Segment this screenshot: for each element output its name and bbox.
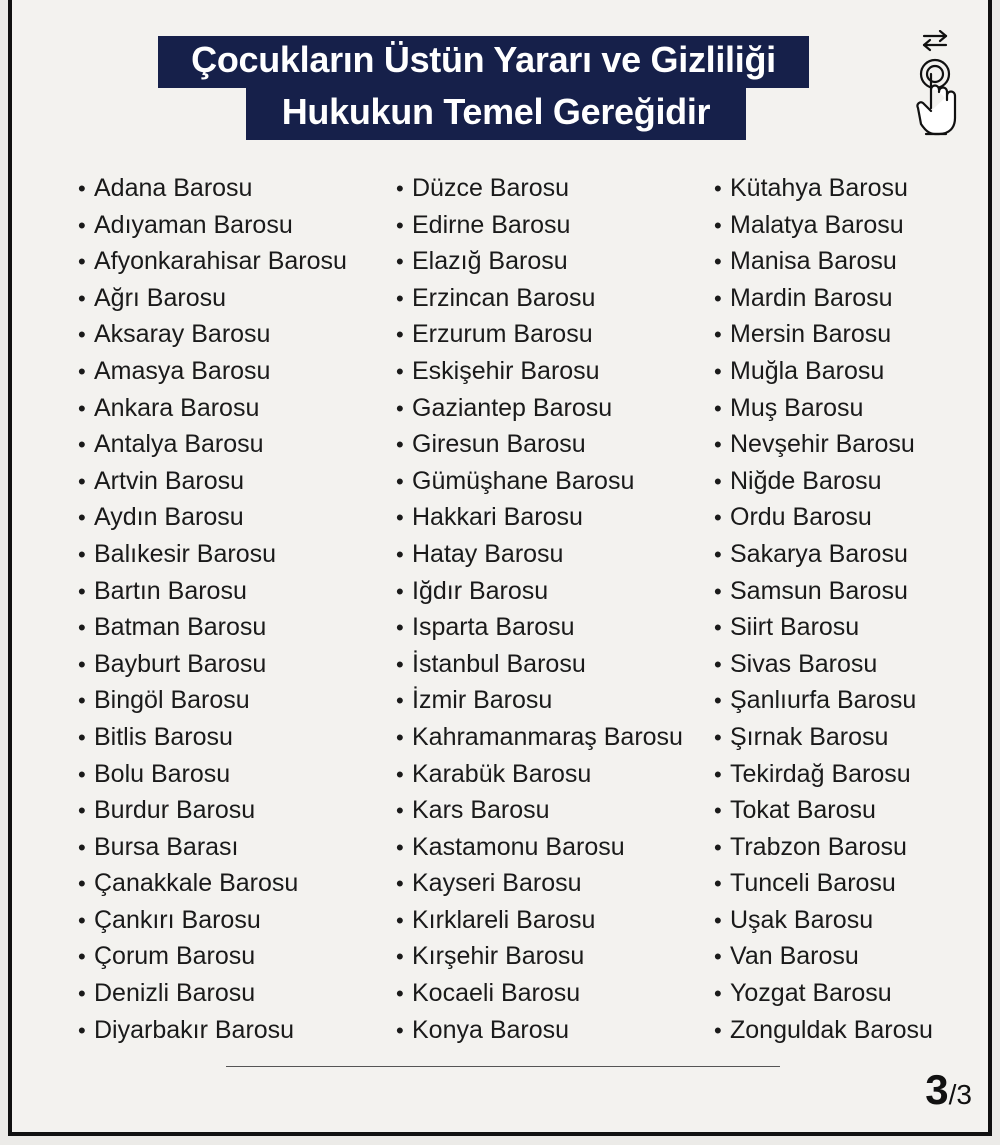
bar-list-item bbox=[714, 865, 933, 902]
bullet: • bbox=[78, 761, 86, 787]
bar-list-item bbox=[78, 792, 347, 829]
bar-list-item bbox=[714, 609, 933, 646]
bullet: • bbox=[78, 907, 86, 933]
bullet: • bbox=[714, 578, 722, 604]
bar-list-item bbox=[714, 463, 933, 500]
bar-list-item bbox=[714, 902, 933, 939]
bar-name: Ağrı Barosu bbox=[94, 283, 227, 312]
bar-name: Burdur Barosu bbox=[94, 796, 256, 825]
bar-list-item bbox=[396, 1012, 683, 1049]
bar-list-item bbox=[714, 1012, 933, 1049]
bar-name: Sakarya Barosu bbox=[730, 539, 908, 568]
bar-list-item bbox=[396, 353, 683, 390]
bar-list-item bbox=[396, 719, 683, 756]
swipe-hand-icon bbox=[912, 30, 968, 142]
bar-list-item bbox=[396, 536, 683, 573]
bar-name: Kayseri Barosu bbox=[412, 869, 582, 898]
bar-list-item bbox=[78, 609, 347, 646]
bar-list-item bbox=[78, 170, 347, 207]
bar-list-item bbox=[78, 536, 347, 573]
bullet: • bbox=[714, 944, 722, 970]
bar-list-item bbox=[78, 316, 347, 353]
bar-name: Edirne Barosu bbox=[412, 210, 571, 239]
title-line-2: Hukukun Temel Gereğidir bbox=[246, 88, 746, 140]
bullet: • bbox=[714, 249, 722, 275]
page-current: 3 bbox=[925, 1066, 949, 1113]
page-total: /3 bbox=[948, 1079, 972, 1110]
bullet: • bbox=[78, 981, 86, 1007]
bullet: • bbox=[714, 907, 722, 933]
bar-name: Gümüşhane Barosu bbox=[412, 466, 635, 495]
bar-name: Antalya Barosu bbox=[94, 430, 264, 459]
bullet: • bbox=[396, 212, 404, 238]
bullet: • bbox=[714, 761, 722, 787]
bar-name: Uşak Barosu bbox=[730, 905, 874, 934]
bar-list-item bbox=[396, 975, 683, 1012]
bar-list-item bbox=[396, 243, 683, 280]
bar-list-item bbox=[78, 207, 347, 244]
bar-name: Kastamonu Barosu bbox=[412, 832, 625, 861]
bar-list-item bbox=[78, 499, 347, 536]
bar-list-item bbox=[714, 536, 933, 573]
bar-name: Şırnak Barosu bbox=[730, 722, 889, 751]
bullet: • bbox=[78, 1017, 86, 1043]
bar-name: Mardin Barosu bbox=[730, 283, 893, 312]
bar-list-item bbox=[396, 682, 683, 719]
bar-name: Çankırı Barosu bbox=[94, 905, 261, 934]
bar-name: Gaziantep Barosu bbox=[412, 393, 613, 422]
bullet: • bbox=[714, 432, 722, 458]
bullet: • bbox=[396, 176, 404, 201]
bar-list-item bbox=[396, 756, 683, 793]
bar-name: Ankara Barosu bbox=[94, 393, 260, 422]
bullet: • bbox=[396, 907, 404, 933]
bar-list-item bbox=[78, 390, 347, 427]
bar-list-item bbox=[396, 573, 683, 610]
bar-list-item bbox=[714, 646, 933, 683]
bar-list-item bbox=[78, 902, 347, 939]
bar-name: Çorum Barosu bbox=[94, 942, 256, 971]
bar-list-item bbox=[714, 975, 933, 1012]
bar-name: Sivas Barosu bbox=[730, 649, 878, 678]
bullet: • bbox=[714, 615, 722, 641]
bullet: • bbox=[396, 798, 404, 824]
bullet: • bbox=[78, 212, 86, 238]
bar-name: Trabzon Barosu bbox=[730, 832, 907, 861]
bullet: • bbox=[396, 249, 404, 275]
bar-list-item bbox=[396, 938, 683, 975]
bar-list-item bbox=[396, 170, 683, 207]
bullet: • bbox=[396, 724, 404, 750]
bullet: • bbox=[714, 981, 722, 1007]
bar-list-item bbox=[396, 316, 683, 353]
bar-list-item bbox=[396, 207, 683, 244]
bullet: • bbox=[78, 724, 86, 750]
bar-list-item bbox=[714, 207, 933, 244]
bullet: • bbox=[396, 688, 404, 714]
bar-list-item bbox=[396, 463, 683, 500]
bar-list-item bbox=[714, 573, 933, 610]
bar-list-item bbox=[396, 499, 683, 536]
bar-name: Tekirdağ Barosu bbox=[730, 759, 911, 788]
bullet: • bbox=[714, 871, 722, 897]
bar-list-item bbox=[78, 1012, 347, 1049]
bar-list-item bbox=[714, 390, 933, 427]
bar-name: Van Barosu bbox=[730, 942, 859, 971]
bar-name: Adana Barosu bbox=[94, 174, 253, 202]
bar-list-item bbox=[396, 865, 683, 902]
bar-name: Bingöl Barosu bbox=[94, 686, 250, 715]
bullet: • bbox=[396, 651, 404, 677]
bar-name: Düzce Barosu bbox=[412, 174, 570, 202]
footer-divider bbox=[226, 1066, 780, 1067]
bar-name: Bursa Barası bbox=[94, 832, 239, 861]
bar-list-item bbox=[396, 902, 683, 939]
bar-name: Bitlis Barosu bbox=[94, 722, 233, 751]
bar-list-item bbox=[78, 463, 347, 500]
bar-list-item bbox=[714, 280, 933, 317]
bar-list-item bbox=[78, 280, 347, 317]
bar-list-item bbox=[714, 243, 933, 280]
bullet: • bbox=[714, 651, 722, 677]
bar-list-item bbox=[396, 609, 683, 646]
bar-name: Erzurum Barosu bbox=[412, 320, 593, 349]
bar-name: Diyarbakır Barosu bbox=[94, 1015, 295, 1044]
bar-list-item bbox=[78, 938, 347, 975]
bar-name: Bartın Barosu bbox=[94, 576, 247, 605]
bar-name: Mersin Barosu bbox=[730, 320, 892, 349]
bar-name: Niğde Barosu bbox=[730, 466, 882, 495]
bar-name: Bolu Barosu bbox=[94, 759, 231, 788]
bullet: • bbox=[396, 505, 404, 531]
bullet: • bbox=[714, 176, 722, 201]
bar-list-item bbox=[396, 829, 683, 866]
bar-name: Muş Barosu bbox=[730, 393, 864, 422]
bar-list-item bbox=[714, 170, 933, 207]
bar-list-item bbox=[714, 426, 933, 463]
bullet: • bbox=[396, 541, 404, 567]
bar-name: Iğdır Barosu bbox=[412, 576, 549, 605]
bullet: • bbox=[396, 761, 404, 787]
bar-name: İstanbul Barosu bbox=[412, 649, 586, 678]
bar-name: Artvin Barosu bbox=[94, 466, 245, 495]
title-line-1: Çocukların Üstün Yararı ve Gizliliği bbox=[158, 36, 809, 88]
bar-list-column-1 bbox=[78, 170, 347, 1048]
bullet: • bbox=[396, 871, 404, 897]
bar-name: Erzincan Barosu bbox=[412, 283, 596, 312]
bullet: • bbox=[714, 212, 722, 238]
bar-list-item bbox=[396, 792, 683, 829]
bar-name: Tunceli Barosu bbox=[730, 869, 896, 898]
bar-name: Malatya Barosu bbox=[730, 210, 904, 239]
bar-list-item bbox=[714, 792, 933, 829]
bar-name: Zonguldak Barosu bbox=[730, 1015, 933, 1044]
bar-name: Eskişehir Barosu bbox=[412, 356, 600, 385]
bullet: • bbox=[714, 505, 722, 531]
bar-name: Kırşehir Barosu bbox=[412, 942, 585, 971]
bullet: • bbox=[78, 432, 86, 458]
bullet: • bbox=[78, 944, 86, 970]
bar-list-item bbox=[396, 390, 683, 427]
bar-name: Şanlıurfa Barosu bbox=[730, 686, 917, 715]
bar-name: Samsun Barosu bbox=[730, 576, 908, 605]
bullet: • bbox=[396, 322, 404, 348]
bullet: • bbox=[396, 395, 404, 421]
bar-name: Hatay Barosu bbox=[412, 539, 564, 568]
bullet: • bbox=[396, 615, 404, 641]
bullet: • bbox=[78, 468, 86, 494]
bullet: • bbox=[396, 981, 404, 1007]
bar-name: Manisa Barosu bbox=[730, 247, 897, 276]
bullet: • bbox=[396, 1017, 404, 1043]
bullet: • bbox=[78, 285, 86, 311]
bullet: • bbox=[714, 285, 722, 311]
bullet: • bbox=[396, 468, 404, 494]
bullet: • bbox=[396, 358, 404, 384]
bullet: • bbox=[78, 688, 86, 714]
bar-name: Kars Barosu bbox=[412, 796, 550, 825]
bullet: • bbox=[396, 944, 404, 970]
bar-list-item bbox=[396, 280, 683, 317]
bullet: • bbox=[714, 322, 722, 348]
bar-list-item bbox=[396, 426, 683, 463]
bar-name: Siirt Barosu bbox=[730, 613, 860, 642]
bar-name: Afyonkarahisar Barosu bbox=[94, 247, 347, 276]
bar-name: Hakkari Barosu bbox=[412, 503, 583, 532]
bar-name: Bayburt Barosu bbox=[94, 649, 267, 678]
bar-name: Balıkesir Barosu bbox=[94, 539, 277, 568]
bullet: • bbox=[78, 505, 86, 531]
bar-name: Ordu Barosu bbox=[730, 503, 872, 532]
bar-list-item bbox=[714, 499, 933, 536]
bar-list-item bbox=[78, 975, 347, 1012]
bar-list-item bbox=[78, 682, 347, 719]
bullet: • bbox=[78, 176, 86, 201]
bullet: • bbox=[396, 834, 404, 860]
bar-list-item bbox=[78, 573, 347, 610]
bar-name: Kırklareli Barosu bbox=[412, 905, 596, 934]
bullet: • bbox=[714, 395, 722, 421]
bar-name: Kocaeli Barosu bbox=[412, 979, 581, 1008]
bar-list-item bbox=[714, 756, 933, 793]
bullet: • bbox=[78, 578, 86, 604]
bar-name: Kütahya Barosu bbox=[730, 174, 908, 202]
bar-name: Adıyaman Barosu bbox=[94, 210, 293, 239]
bullet: • bbox=[714, 724, 722, 750]
bar-list-item bbox=[714, 353, 933, 390]
bullet: • bbox=[78, 798, 86, 824]
bar-list-item bbox=[714, 719, 933, 756]
bar-name: Tokat Barosu bbox=[730, 796, 876, 825]
bar-name: İzmir Barosu bbox=[412, 686, 553, 715]
bar-list-item bbox=[78, 865, 347, 902]
bar-list-item bbox=[714, 316, 933, 353]
bar-name: Yozgat Barosu bbox=[730, 979, 892, 1008]
bar-list-item bbox=[78, 829, 347, 866]
bar-name: Elazığ Barosu bbox=[412, 247, 568, 276]
bullet: • bbox=[78, 358, 86, 384]
bar-name: Aksaray Barosu bbox=[94, 320, 271, 349]
bullet: • bbox=[396, 285, 404, 311]
bullet: • bbox=[78, 395, 86, 421]
bar-name: Batman Barosu bbox=[94, 613, 267, 642]
bullet: • bbox=[78, 249, 86, 275]
bar-list-item bbox=[714, 938, 933, 975]
bullet: • bbox=[714, 834, 722, 860]
bullet: • bbox=[78, 871, 86, 897]
bullet: • bbox=[78, 834, 86, 860]
bullet: • bbox=[396, 578, 404, 604]
bar-list-item bbox=[78, 353, 347, 390]
bar-list-item bbox=[78, 756, 347, 793]
bar-name: Denizli Barosu bbox=[94, 979, 256, 1008]
bar-list-item bbox=[396, 646, 683, 683]
bar-list-item bbox=[714, 829, 933, 866]
bullet: • bbox=[714, 798, 722, 824]
bar-list-item bbox=[78, 646, 347, 683]
bullet: • bbox=[714, 358, 722, 384]
bar-name: Amasya Barosu bbox=[94, 356, 271, 385]
bullet: • bbox=[78, 615, 86, 641]
bullet: • bbox=[78, 322, 86, 348]
bullet: • bbox=[396, 432, 404, 458]
bullet: • bbox=[714, 688, 722, 714]
bar-name: Muğla Barosu bbox=[730, 356, 885, 385]
page-indicator bbox=[925, 1066, 972, 1114]
bar-list-column-3 bbox=[714, 170, 933, 1048]
bar-name: Isparta Barosu bbox=[412, 613, 575, 642]
bar-name: Aydın Barosu bbox=[94, 503, 244, 532]
bar-name: Giresun Barosu bbox=[412, 430, 586, 459]
bar-list-item bbox=[78, 243, 347, 280]
bar-list-item bbox=[78, 719, 347, 756]
bar-name: Nevşehir Barosu bbox=[730, 430, 915, 459]
bullet: • bbox=[78, 651, 86, 677]
bullet: • bbox=[78, 541, 86, 567]
bar-list-item bbox=[714, 682, 933, 719]
bullet: • bbox=[714, 541, 722, 567]
bar-name: Konya Barosu bbox=[412, 1015, 570, 1044]
bullet: • bbox=[714, 468, 722, 494]
bar-list-item bbox=[78, 426, 347, 463]
bar-name: Çanakkale Barosu bbox=[94, 869, 299, 898]
bar-list-column-2 bbox=[396, 170, 683, 1048]
bar-name: Kahramanmaraş Barosu bbox=[412, 722, 683, 751]
bullet: • bbox=[714, 1017, 722, 1043]
bar-name: Karabük Barosu bbox=[412, 759, 592, 788]
